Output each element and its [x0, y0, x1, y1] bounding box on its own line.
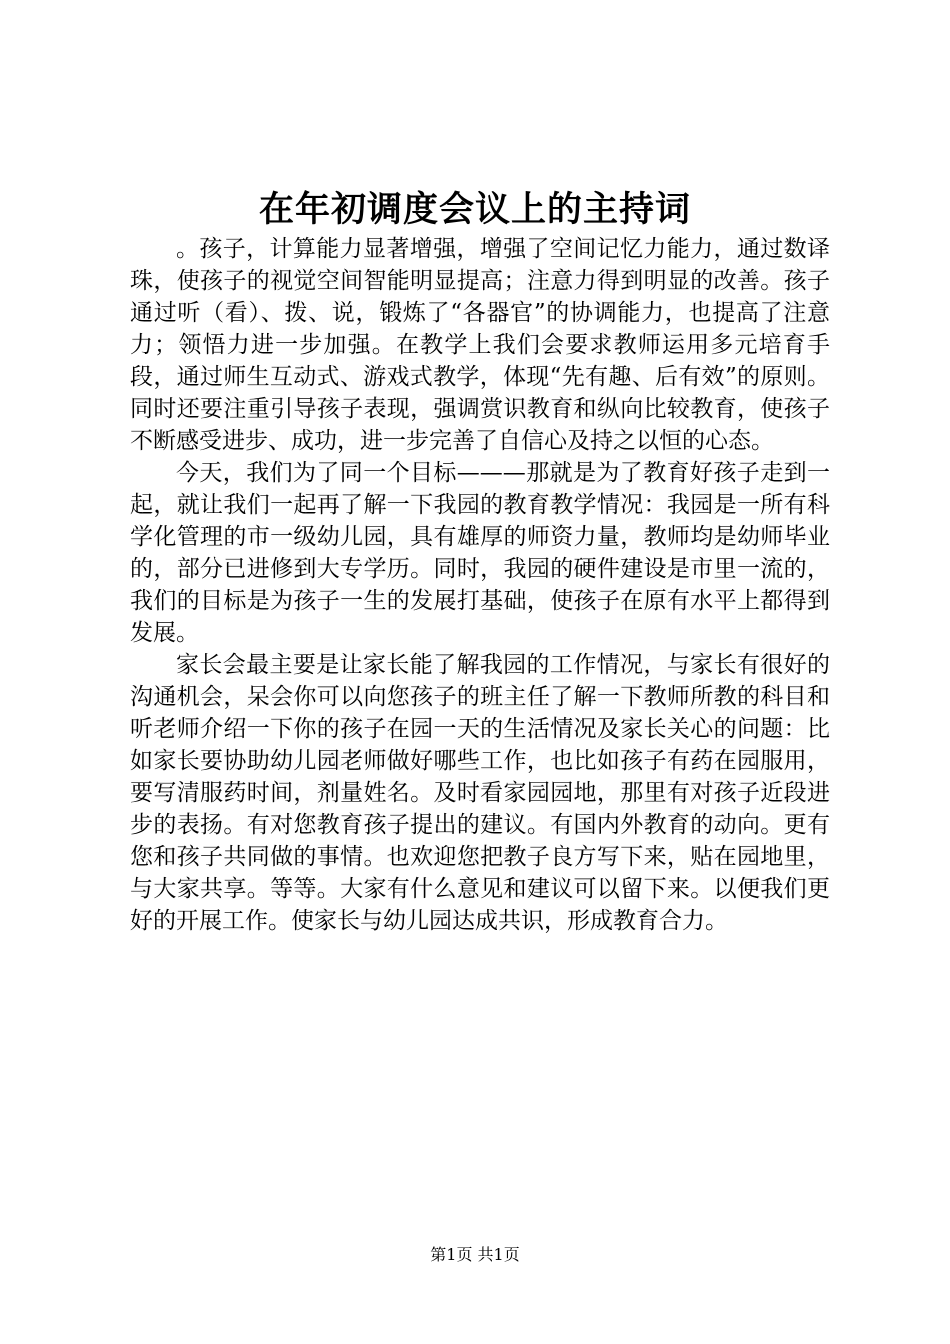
paragraph-3: 家长会最主要是让家长能了解我园的工作情况，与家长有很好的沟通机会，呆会你可以向您孩子的班主任了解一下教师所教的科目和听老师介绍一下你的孩子在园一天的生活情况及家长关心的问题：比如家长要协助幼儿园老师做好哪些工作，也比如孩子有药在园服用，要写清服药时间，剂量姓名。及时看家园园地，那里有对孩子近段进步的表扬。有对您教育孩子提出的建议。有国内外教育的动向。更有您和孩子共同做的事情。也欢迎您把教子良方写下来，贴在园地里，与大家共享。等等。大家有什么意见和建议可以留下来。以便我们更好的开展工作。使家长与幼儿园达成共识，形成教育合力。 — [130, 652, 830, 934]
document-body — [130, 233, 830, 937]
document-title: 在年初调度会议上的主持词 — [258, 189, 691, 230]
paragraph-1: 。孩子，计算能力显著增强，增强了空间记忆力能力，通过数译珠，使孩子的视觉空间智能明显提高；注意力得到明显的改善。孩子通过听（看）、拨、说，锻炼了“各器官”的协调能力，也提高了注意力；领悟力进一步加强。在教学上我们会要求教师运用多元培育手段，通过师生互动式、游戏式教学，体现“先有趣、后有效”的原则。同时还要注重引导孩子表现，强调赏识教育和纵向比较教育，使孩子不断感受进步、成功，进一步完善了自信心及持之以恒的心态。 — [130, 236, 830, 454]
page-footer: 第1页 共1页 — [430, 1245, 520, 1264]
paragraph-2: 今天，我们为了同一个目标———那就是为了教育好孩子走到一起，就让我们一起再了解一下我园的教育教学情况：我园是一所有科学化管理的市一级幼儿园，具有雄厚的师资力量，教师均是幼师毕业的，部分已进修到大专学历。同时，我园的硬件建设是市里一流的，我们的目标是为孩子一生的发展打基础，使孩子在原有水平上都得到发展。 — [130, 460, 830, 646]
